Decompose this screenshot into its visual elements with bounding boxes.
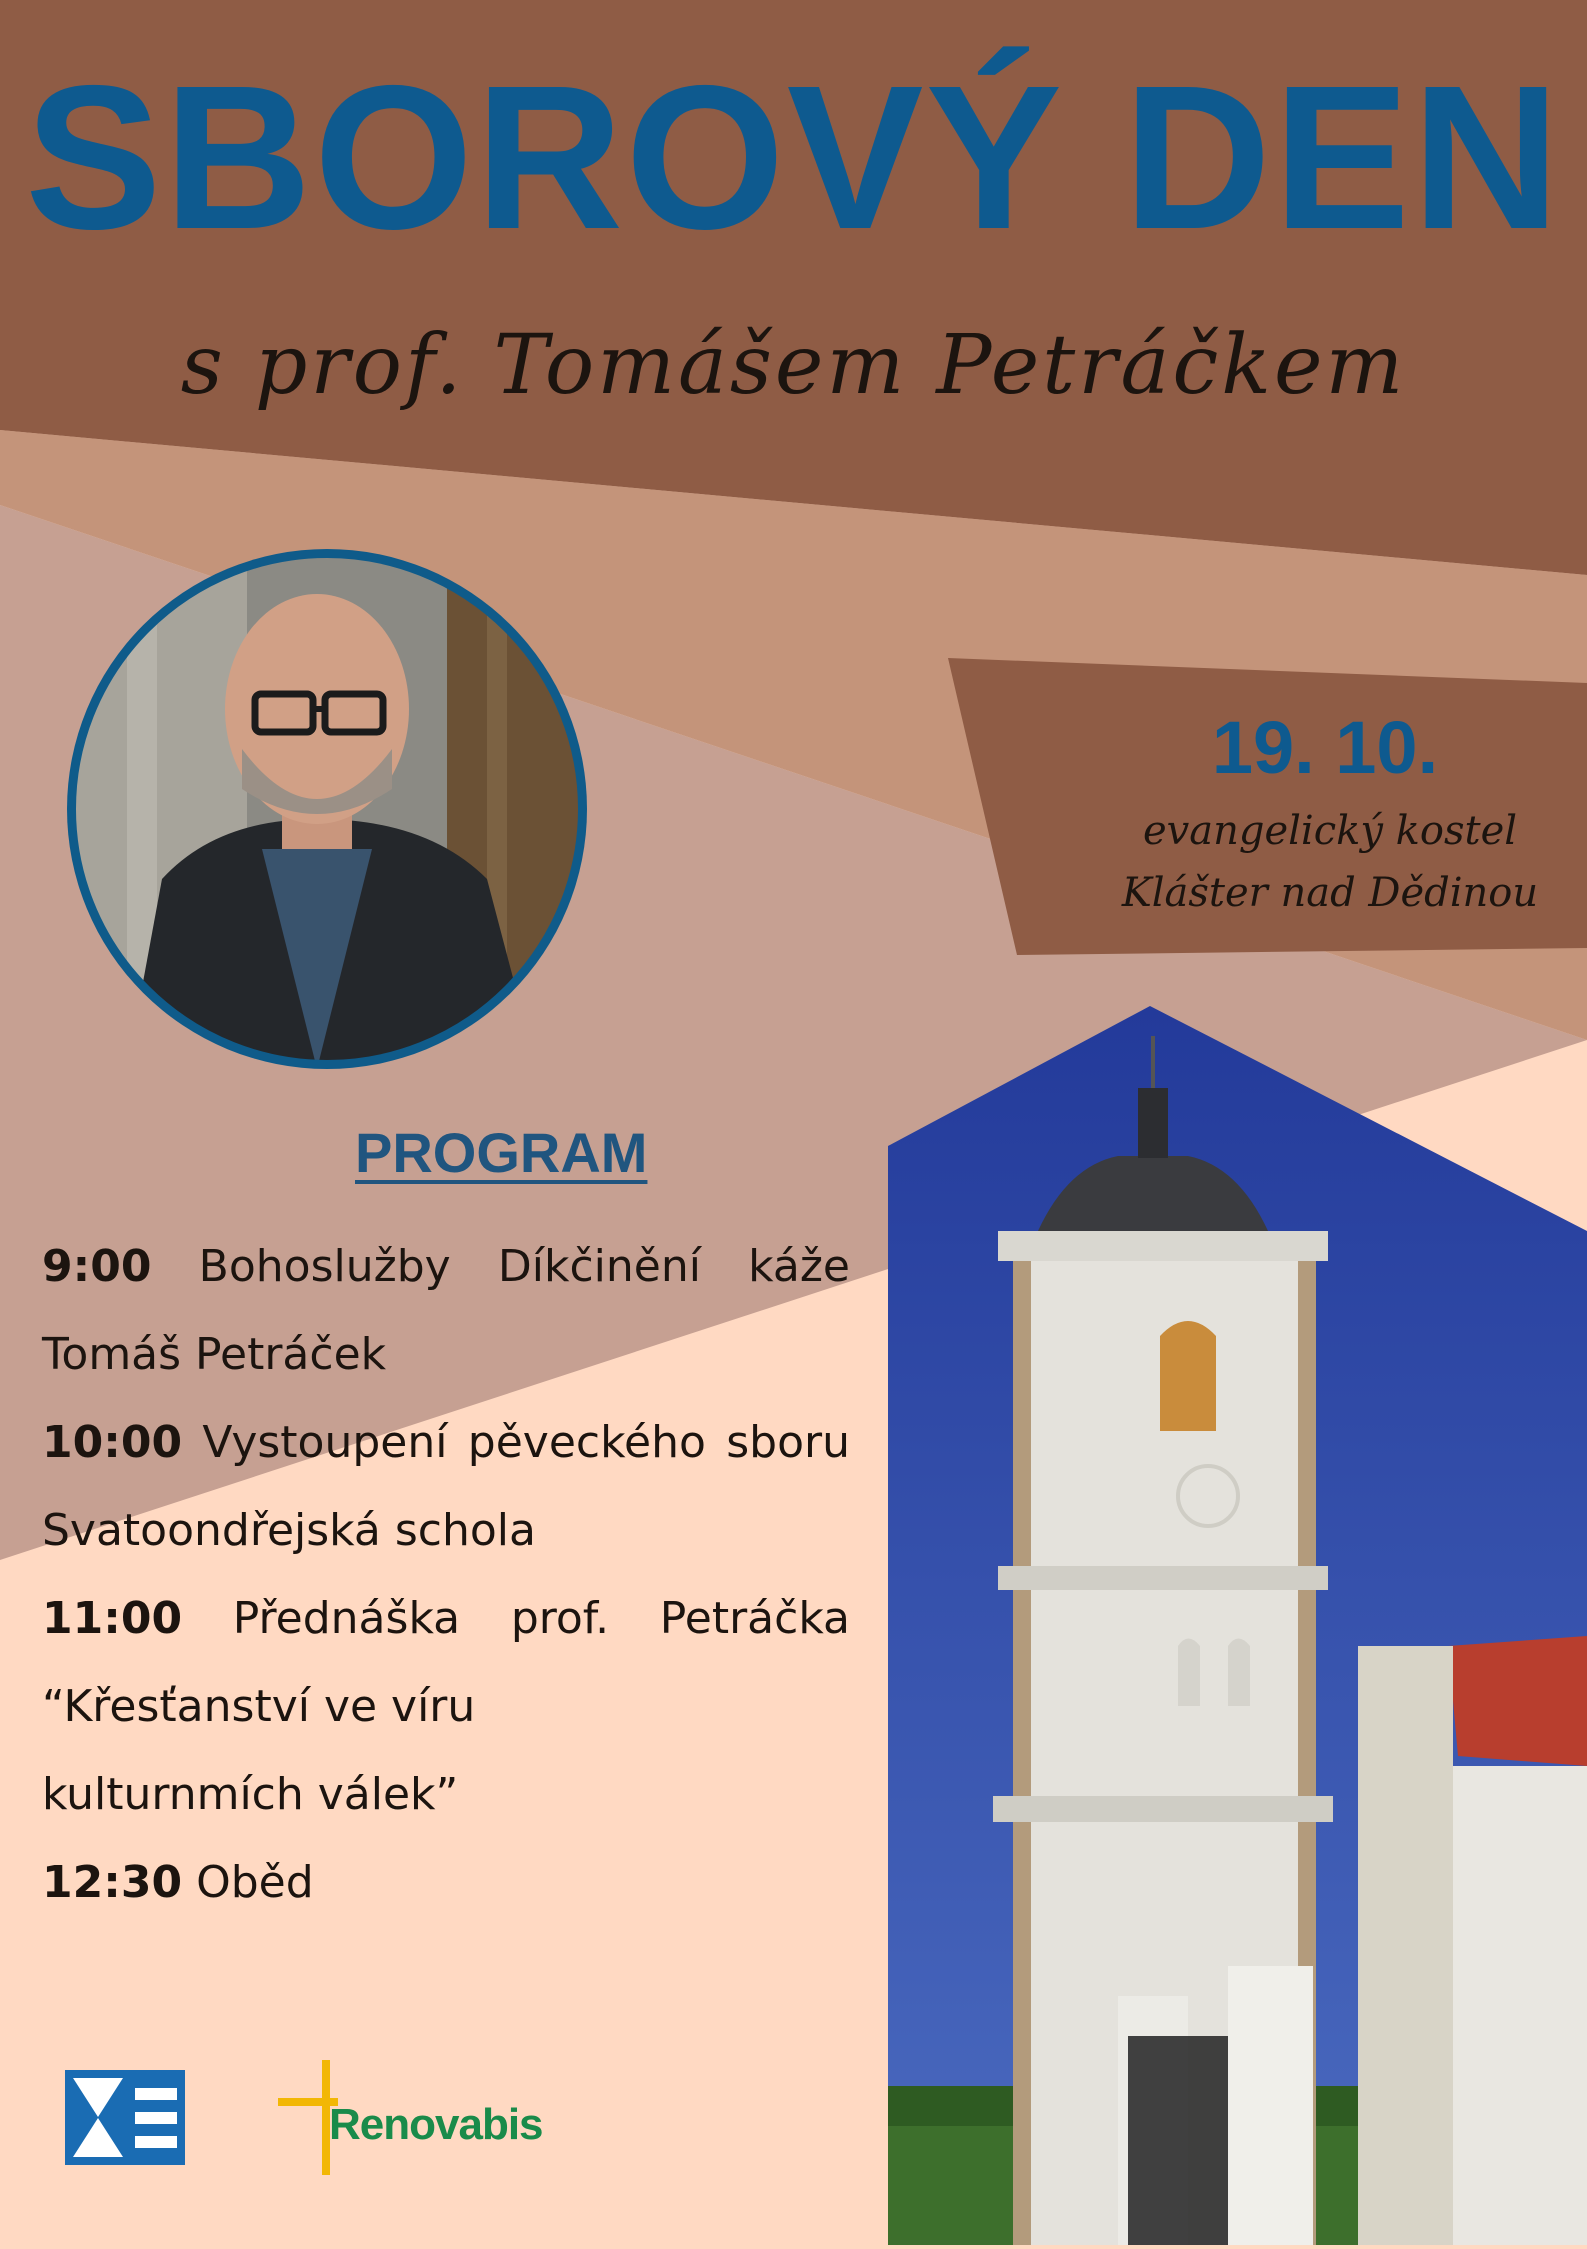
- venue-line-1: evangelický kostel: [1142, 808, 1518, 854]
- program-list: [42, 1223, 850, 1927]
- event-subtitle: s prof. Tomášem Petráčkem: [180, 318, 1407, 413]
- program-item: [42, 1575, 850, 1839]
- program-time: 12:30: [42, 1857, 183, 1908]
- renovabis-logo-text: Renovabis: [329, 2100, 543, 2149]
- program-text: Oběd: [196, 1857, 314, 1908]
- event-title: SBOROVÝ DEN: [25, 43, 1562, 272]
- program-text: Přednáška prof. Petráčka “Křesťanství ve víru: [42, 1593, 850, 1732]
- speaker-portrait-image: [67, 549, 587, 1069]
- church-tower-image: [888, 1006, 1587, 2245]
- program-text-continued: kulturnmích válek”: [42, 1769, 459, 1820]
- program-text: Vystoupení pěveckého sboru Svatoondřejská schola: [42, 1417, 850, 1556]
- speaker-photo: [67, 549, 587, 1069]
- program-heading: PROGRAM: [355, 1121, 648, 1184]
- program-item: [42, 1839, 850, 1927]
- venue-line-2: Klášter nad Dědinou: [1121, 870, 1539, 916]
- program-item: [42, 1399, 850, 1575]
- program-text: Bohoslužby Díkčinění káže Tomáš Petráček: [42, 1241, 850, 1380]
- church-photo: [888, 1006, 1587, 2245]
- event-date: 19. 10.: [1211, 706, 1439, 789]
- program-item: [42, 1223, 850, 1399]
- program-time: 9:00: [42, 1241, 152, 1292]
- evangelical-church-logo-icon: [65, 2070, 185, 2165]
- program-time: 11:00: [42, 1593, 183, 1644]
- program-time: 10:00: [42, 1417, 183, 1468]
